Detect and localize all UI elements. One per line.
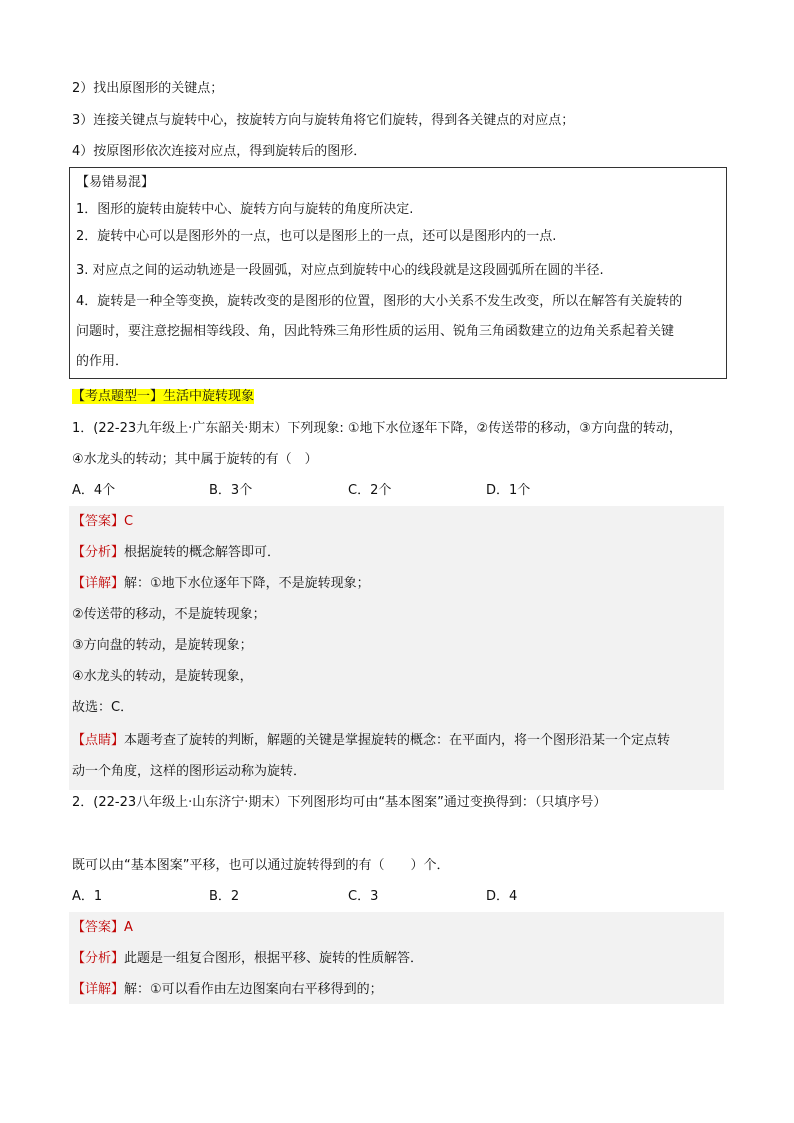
answer-value: A bbox=[124, 920, 133, 935]
note-item: 问题时，要注意挖掘相等线段、角，因此特殊三角形性质的运用、锐角三角函数建立的边角关系起着关键 bbox=[76, 324, 675, 339]
note-item: 4．旋转是一种全等变换，旋转改变的是图形的位置，图形的大小关系不发生改变，所以在解答有关旋转的 bbox=[76, 294, 683, 309]
section-title-text: 【考点题型一】生活中旋转现象 bbox=[72, 389, 255, 404]
answer-value: C bbox=[124, 514, 134, 529]
q1-detail-item: ②传送带的移动，不是旋转现象； bbox=[72, 607, 266, 622]
q1-detail-item: 故选：C． bbox=[72, 700, 134, 715]
note-item: 1．图形的旋转由旋转中心、旋转方向与旋转的角度所决定. bbox=[76, 202, 414, 217]
q1-option-d: D．1个 bbox=[486, 483, 531, 498]
detail-text: 解：①地下水位逐年下降，不是旋转现象； bbox=[124, 576, 370, 591]
note-item: 的作用． bbox=[76, 354, 129, 369]
q2-answer-line bbox=[72, 919, 133, 937]
detail-text: 解：①可以看作由左边图案向右平移得到的； bbox=[124, 982, 383, 997]
answer-tag: 【答案】 bbox=[72, 920, 125, 935]
section-title bbox=[72, 388, 254, 406]
analysis-text: 根据旋转的概念解答即可． bbox=[124, 545, 281, 560]
q1-stem-line2: ④水龙头的转动；其中属于旋转的有（ ） bbox=[72, 452, 318, 467]
step-3: 3）连接关键点与旋转中心，按旋转方向与旋转角将它们旋转，得到各关键点的对应点； bbox=[72, 113, 575, 128]
q1-option-c: C．2个 bbox=[348, 483, 392, 498]
q1-analysis-line bbox=[72, 544, 280, 562]
q1-comment-line bbox=[72, 732, 670, 750]
step-2: 2）找出原图形的关键点； bbox=[72, 81, 224, 96]
q2-detail-line bbox=[72, 981, 383, 999]
q2-option-a: A．1 bbox=[72, 889, 103, 904]
notes-title: 【易错易混】 bbox=[76, 175, 155, 190]
note-item: 2．旋转中心可以是图形外的一点，也可以是图形上的一点，还可以是图形内的一点. bbox=[76, 229, 557, 244]
q1-detail-item: ③方向盘的转动，是旋转现象； bbox=[72, 638, 253, 653]
q1-option-a: A．4个 bbox=[72, 483, 116, 498]
q2-answer-block bbox=[69, 912, 724, 1004]
q2-option-b: B．2 bbox=[209, 889, 240, 904]
analysis-text: 此题是一组复合图形，根据平移、旋转的性质解答． bbox=[124, 951, 424, 966]
comment-tag: 【点睛】 bbox=[72, 733, 125, 748]
q1-detail-item: ④水龙头的转动，是旋转现象， bbox=[72, 669, 253, 684]
comment-text: 本题考查了旋转的判断，解题的关键是掌握旋转的概念：在平面内，将一个图形沿某一个定点转 bbox=[124, 733, 671, 748]
step-4: 4）按原图形依次连接对应点，得到旋转后的图形． bbox=[72, 144, 367, 159]
q1-detail-line bbox=[72, 575, 370, 593]
q1-answer-block bbox=[69, 506, 724, 790]
note-item: 3. 对应点之间的运动轨迹是一段圆弧，对应点到旋转中心的线段就是这段圆弧所在圆的半径. bbox=[76, 263, 604, 278]
q1-option-b: B．3个 bbox=[209, 483, 253, 498]
q2-stem-line2: 既可以由“基本图案”平移，也可以通过旋转得到的有（ ）个． bbox=[72, 858, 450, 873]
answer-tag: 【答案】 bbox=[72, 514, 125, 529]
analysis-tag: 【分析】 bbox=[72, 545, 125, 560]
q1-comment-line2: 动一个角度，这样的图形运动称为旋转． bbox=[72, 764, 307, 779]
q2-option-d: D．4 bbox=[486, 889, 518, 904]
q1-stem-line1: 1．(22-23九年级上·广东韶关·期末）下列现象: ①地下水位逐年下降，②传送带的移动，③方向盘的转动， bbox=[72, 421, 682, 436]
q2-stem-line1: 2．(22-23八年级上·山东济宁·期末）下列图形均可由“基本图案”通过变换得到：（只填序号） bbox=[72, 795, 607, 810]
q1-answer-line bbox=[72, 513, 133, 531]
q2-option-c: C．3 bbox=[348, 889, 379, 904]
detail-tag: 【详解】 bbox=[72, 982, 125, 997]
q2-analysis-line bbox=[72, 950, 423, 968]
notes-box bbox=[69, 167, 727, 379]
analysis-tag: 【分析】 bbox=[72, 951, 125, 966]
detail-tag: 【详解】 bbox=[72, 576, 125, 591]
